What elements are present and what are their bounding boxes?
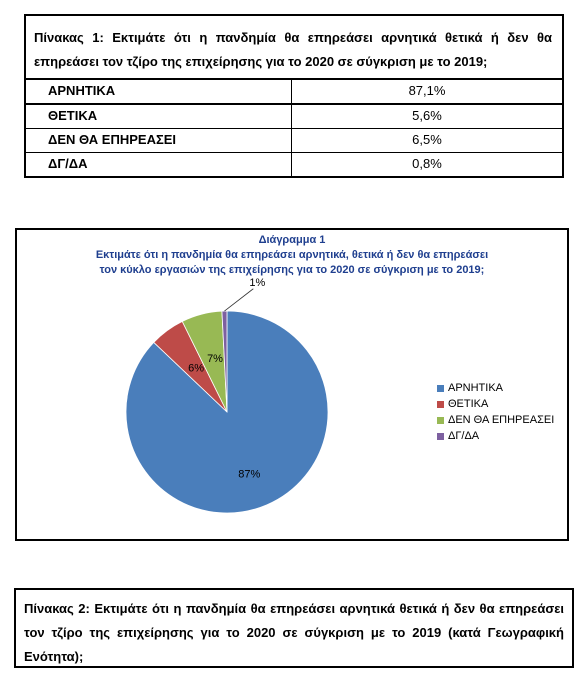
pie-leader-line [224, 289, 253, 311]
legend-item [437, 380, 554, 396]
pie-data-label-3: 7% [207, 353, 223, 366]
row-label: ΔΓ/ΔΑ [26, 153, 292, 177]
chart-subtitle-line-2: τον κύκλο εργασιών της επιχείρησης για το 2020 σε σύγκριση με το 2019; [99, 264, 485, 276]
pie-chart-box [15, 228, 569, 541]
pie-data-label-1: 87% [238, 468, 261, 481]
row-value: 87,1% [408, 83, 446, 98]
chart-title: Διάγραμμα 1 [258, 234, 326, 246]
legend-item [437, 428, 554, 444]
chart-legend [437, 380, 554, 444]
legend-label: ΔΕΝ ΘΑ ΕΠΗΡΕΑΣΕΙ [448, 414, 555, 426]
legend-swatch [437, 385, 444, 392]
row-value: 0,8% [412, 156, 442, 171]
pie-data-label-4: 1% [249, 276, 266, 289]
table-2-caption: Πίνακας 2: Εκτιμάτε ότι η πανδημία θα επηρεάσει αρνητικά θετικά ή δεν θα επηρεάσει τον τζίρο της επιχείρησης για το 2020 σε σύγκριση με το 2019 (κατά Γεωγραφική Ενότητα); [14, 588, 574, 668]
row-value: 6,5% [412, 132, 442, 147]
table-row [26, 129, 562, 153]
legend-label: ΑΡΝΗΤΙΚΑ [448, 382, 504, 394]
legend-swatch [437, 433, 444, 440]
row-value: 5,6% [412, 108, 442, 123]
pie-data-label-2: 6% [188, 362, 205, 375]
row-label: ΘΕΤΙΚΑ [26, 105, 292, 128]
legend-swatch [437, 417, 444, 424]
table-row [26, 153, 562, 177]
chart-subtitle-line-1: Εκτιμάτε ότι η πανδημία θα επηρεάσει αρνητικά, θετικά ή δεν θα επηρεάσει [95, 249, 489, 261]
row-label: ΔΕΝ ΘΑ ΕΠΗΡΕΑΣΕΙ [26, 129, 292, 152]
legend-label: ΔΓ/ΔΑ [448, 430, 480, 442]
table-row [26, 80, 562, 105]
table-1-caption: Πίνακας 1: Εκτιμάτε ότι η πανδημία θα επηρεάσει αρνητικά θετικά ή δεν θα επηρεάσει τον τζίρο της επιχείρησης για το 2020 σε σύγκριση με το 2019; [26, 16, 562, 80]
legend-label: ΘΕΤΙΚΑ [448, 398, 489, 410]
legend-swatch [437, 401, 444, 408]
table-1 [24, 14, 564, 178]
row-label: ΑΡΝΗΤΙΚΑ [26, 80, 292, 103]
legend-item [437, 412, 554, 428]
table-row [26, 105, 562, 129]
legend-item [437, 396, 554, 412]
